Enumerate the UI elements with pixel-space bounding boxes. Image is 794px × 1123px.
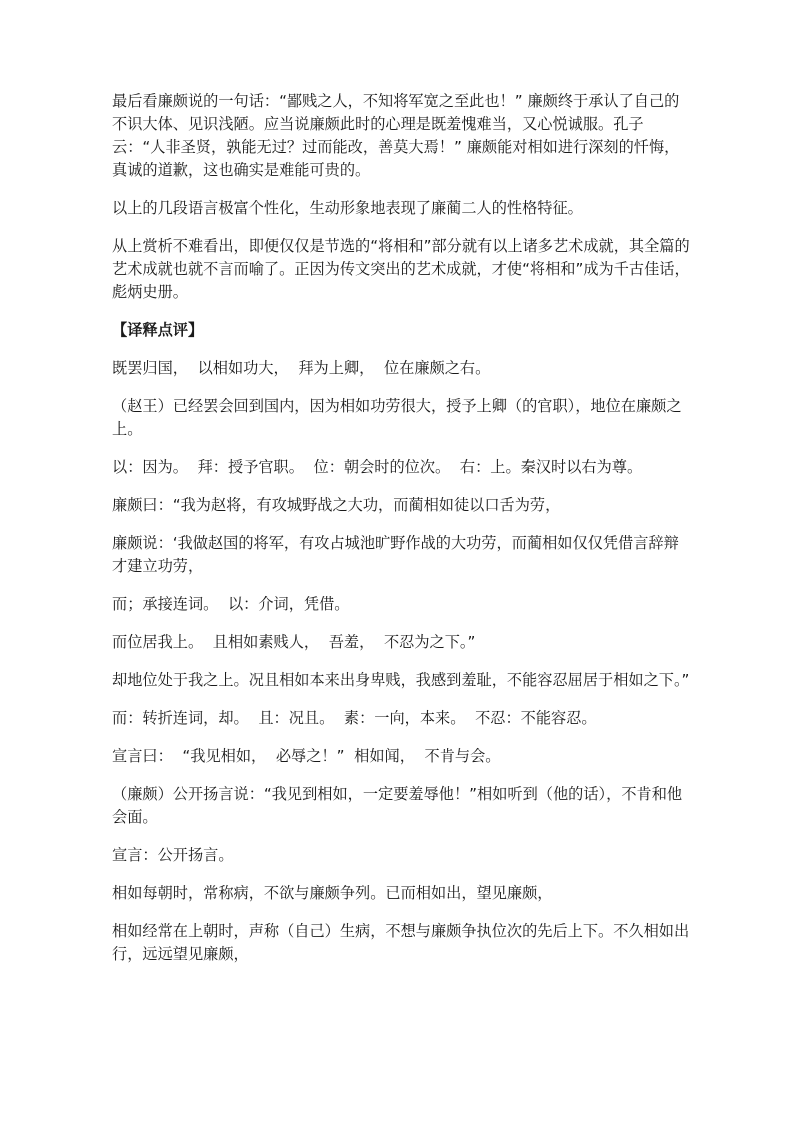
paragraph: 以：因为。 拜：授予官职。 位：朝会时的位次。 右：上。秦汉时以右为尊。 [112, 458, 643, 476]
section-heading: 【译释点评】 [112, 321, 204, 339]
paragraph: 宣言：公开扬言。 [112, 846, 234, 864]
paragraph: 最后看廉颇说的一句话：“鄙贱之人，不知将军宽之至此也！” 廉颇终于承认了自己的不识大体、见识浅陋。应当说廉颇此时的心理是既羞愧难当，又心悦诚服。孔子云：“人非圣贤，孰能无过？过而能改，善莫大焉！” 廉颇能对相如进行深刻的忏悔，真诚的道歉，这也确实是难能可贵的。 [112, 92, 680, 179]
paragraph: 廉颇曰：“我为赵将，有攻城野战之大功，而蔺相如徒以口舌为劳， [112, 496, 561, 514]
paragraph: 既罢归国， 以相如功大， 拜为上卿， 位在廉颇之右。 [112, 359, 491, 377]
paragraph: 以上的几段语言极富个性化，生动形象地表现了廉蔺二人的性格特征。 [112, 199, 583, 217]
paragraph: 而：转折连词，却。 且：况且。 素：一向，本来。 不忍：不能容忍。 [112, 709, 597, 727]
paragraph: （廉颇）公开扬言说：“我见到相如，一定要羞辱他！”相如听到（他的话），不肯和他会面。 [112, 785, 683, 826]
paragraph: 相如每朝时，常称病，不欲与廉颇争列。已而相如出，望见廉颇， [112, 884, 553, 902]
paragraph: 廉颇说：‘我做赵国的将军，有攻占城池旷野作战的大功劳，而蔺相如仅仅凭借言辞辩才建立功劳， [112, 534, 679, 575]
paragraph: 而；承接连词。 以：介词，凭借。 [112, 595, 350, 613]
paragraph: 却地位处于我之上。况且相如本来出身卑贱，我感到羞耻，不能容忍屈居于相如之下。” [112, 671, 690, 689]
document-body [112, 90, 692, 981]
paragraph: 而位居我上。 且相如素贱人， 吾羞， 不忍为之下。” [112, 633, 476, 651]
paragraph: 从上赏析不难看出，即便仅仅是节选的“将相和”部分就有以上诸多艺术成就，其全篇的艺术成就也就不言而喻了。正因为传文突出的艺术成就，才使“将相和”成为千古佳话，彪炳史册。 [112, 237, 690, 301]
paragraph: （赵王）已经罢会回到国内，因为相如功劳很大，授予上卿（的官职），地位在廉颇之上。 [112, 397, 682, 438]
paragraph: 相如经常在上朝时，声称（自己）生病，不想与廉颇争执位次的先后上下。不久相如出行，远远望见廉颇， [112, 922, 690, 963]
paragraph: 宣言曰： “我见相如， 必辱之！” 相如闻， 不肯与会。 [112, 747, 501, 765]
